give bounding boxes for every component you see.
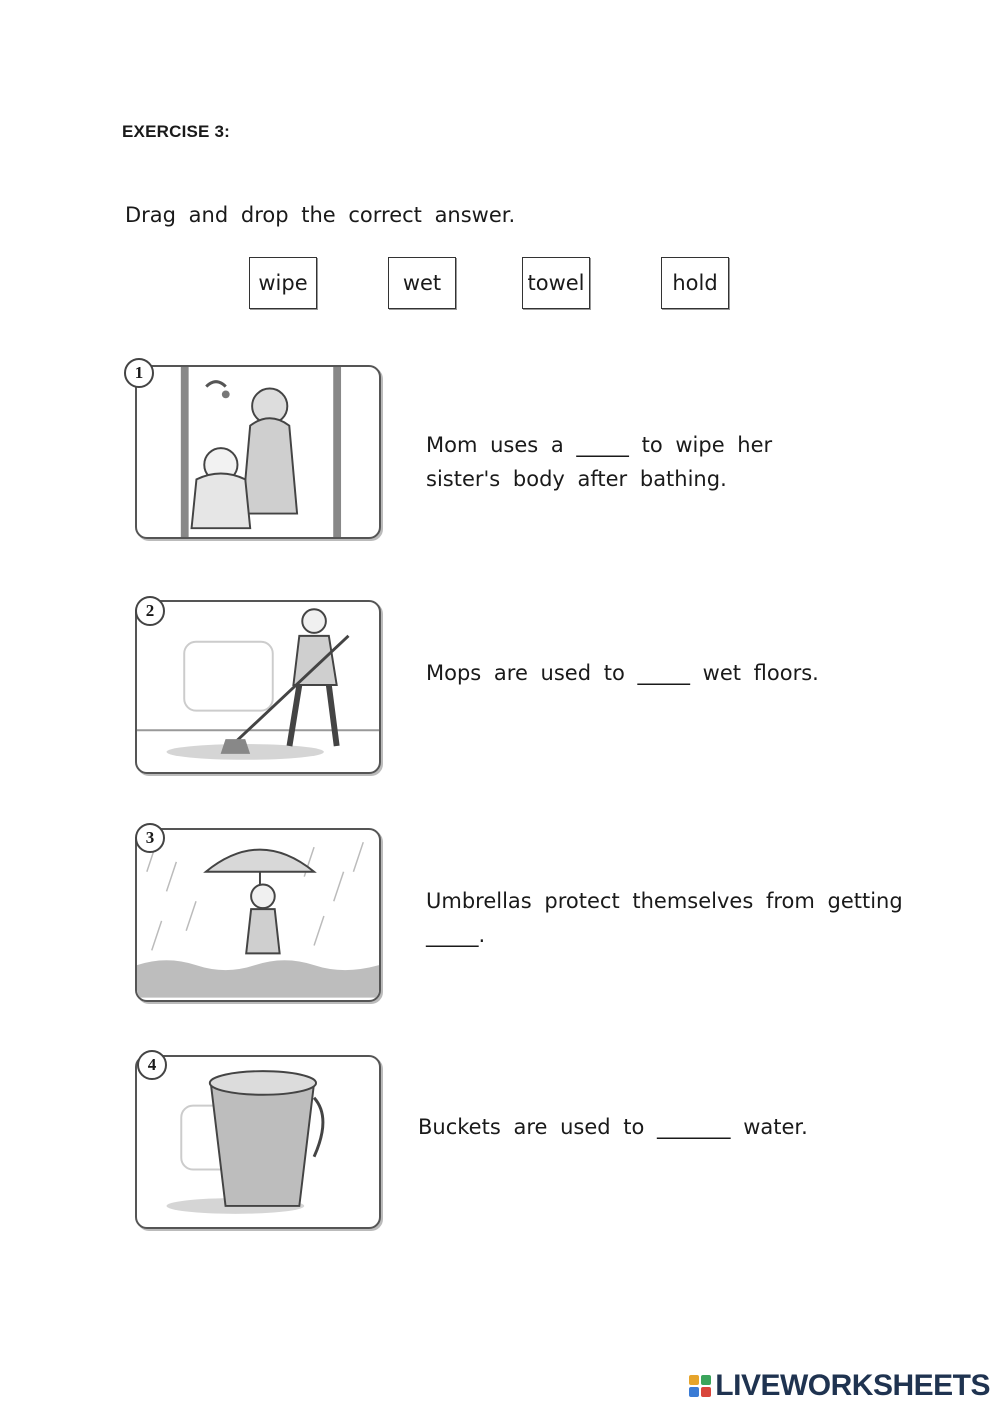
word-chip-wipe[interactable]: wipe	[249, 257, 317, 309]
question-number-1: 1	[124, 358, 154, 388]
word-chip-towel[interactable]: towel	[522, 257, 590, 309]
question-number-2: 2	[135, 596, 165, 626]
question-number-4: 4	[137, 1050, 167, 1080]
question-1-line-1: Mom uses a _____ to wipe her	[426, 433, 773, 457]
illustration-mopping	[135, 600, 381, 774]
illustration-rain-umbrella	[135, 828, 381, 1002]
logo-text: LIVEWORKSHEETS	[715, 1369, 990, 1402]
question-3-line-1: Umbrellas protect themselves from getting	[426, 889, 903, 913]
question-1-text	[426, 428, 772, 496]
instruction-text: Drag and drop the correct answer.	[125, 203, 516, 227]
illustration-bucket	[135, 1055, 381, 1229]
question-4-text	[418, 1110, 808, 1144]
word-chip-hold[interactable]: hold	[661, 257, 729, 309]
word-chip-wet[interactable]: wet	[388, 257, 456, 309]
liveworksheets-logo[interactable]	[689, 1369, 990, 1403]
question-number-3: 3	[135, 823, 165, 853]
question-4-line-1: Buckets are used to _______ water.	[418, 1115, 808, 1139]
illustration-bathing	[135, 365, 381, 539]
logo-grid-icon	[689, 1375, 711, 1397]
question-2-line-1: Mops are used to _____ wet floors.	[426, 661, 819, 685]
question-3-text	[426, 884, 903, 952]
question-2-text	[426, 656, 819, 690]
question-3-line-2: _____.	[426, 923, 486, 947]
question-1-line-2: sister's body after bathing.	[426, 467, 727, 491]
exercise-title: EXERCISE 3:	[122, 122, 231, 141]
